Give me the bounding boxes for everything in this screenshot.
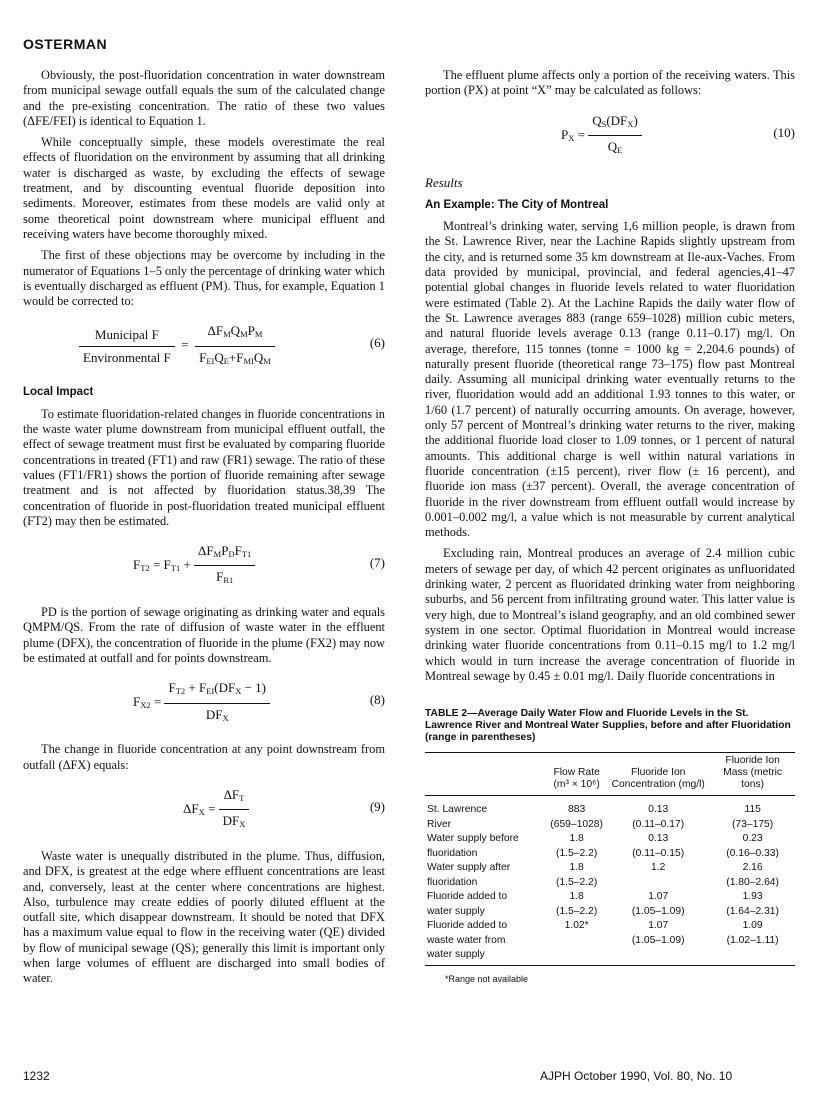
table-row: River (659–1028) (0.11–0.17) (73–175) (427, 818, 774, 830)
section-subhead: Local Impact (23, 386, 94, 399)
table-row: fluoridation (1.5–2.2) (0.11–0.15) (0.16–0.33) (427, 847, 779, 859)
paragraph: Waste water is unequally distributed in the plume. Thus, diffusion, and DFX, is greatest at the edge where effluent concentrations are least and, conversely, least at the center where concentrations are highest. Also, turbulence may create eddies of poorly diluted effluent at the outfall site, which disappear downstream. It should be noted that DFX has a maximum value equal to flow in the receiving water (QE) divided by flow of municipal sewage (QS); generally this limit is important only when large volumes of effluent are discharged into small bodies of water. (23, 848, 385, 986)
table-row: Fluoride added to 1.8 1.07 1.93 (427, 891, 763, 903)
right-column (425, 68, 795, 987)
equation-10: $P_X$ = $\frac{Q_S(DF_X)}{Q_E}$ (10) (561, 112, 795, 155)
table-row: St. Lawrence 883 0.13 115 (427, 804, 761, 816)
table-header-cell: Flow Rate (m³ × 10⁶) (547, 753, 606, 796)
table-header-cell: Fluoride Ion Mass (metric tons) (710, 753, 795, 796)
section-heading-results: Results (425, 174, 463, 190)
section-subhead: An Example: The City of Montreal (425, 198, 609, 211)
page-number: 1232 (23, 1069, 50, 1083)
table-row: fluoridation (1.5–2.2) (1.80–2.64) (427, 876, 779, 888)
table-header-row (425, 753, 795, 796)
table-row: Water supply after 1.8 1.2 2.16 (427, 862, 763, 874)
table-row: water supply (425, 947, 795, 965)
paragraph: The change in fluoride concentration at any point downstream from outfall (ΔFX) equals: (23, 742, 385, 772)
equation-9: $\Delta F_X$ = $\frac{\Delta F_T}{DF_X}$ (9) (183, 786, 385, 830)
table-row: Fluoride added to 1.02* 1.07 1.09 (427, 920, 763, 932)
paragraph: The first of these objections may be overcome by including in the numerator of Equations 1–5 only the percentage of drinking water which is eventually discharged as effluent (PM). Thus, for example, Equation 1 would be corrected to: (23, 248, 385, 309)
table-row: waste water from (1.05–1.09) (1.02–1.11) (427, 934, 779, 946)
table-row: Water supply before 1.8 0.13 0.23 (427, 833, 763, 845)
paragraph: Excluding rain, Montreal produces an average of 2.4 million cubic meters of sewage per day, of which 42 percent originates as unfluoridated drinking water, 2 percent as fluoridated drinking water from neighboring suburbs, and 56 percent from infiltrating ground water. This latter value is very high, due to Montreal’s island geography, and an old combined sewer system in one sector. Optimal fluoridation in Montreal would increase drinking water fluoride concentrations from 0.11–0.15 mg/l to 1.2 mg/l which would in turn increase the average concentration of fluoride in Montreal sewage by 0.45 ± 0.01 mg/l. Daily fluoride concentrations in (425, 546, 795, 683)
journal-citation: AJPH October 1990, Vol. 80, No. 10 (540, 1069, 733, 1083)
paragraph: While conceptually simple, these models overestimate the real effects of fluoridation on the environment by assuming that all drinking water is discharged as waste, by excluding the effects of sewage treatment, and by discounting eventual fluoride deposition into sediments. Moreover, estimates from these models are valid only at some theoretical point downstream where municipal effluent and receiving waters have become thoroughly mixed. (23, 135, 385, 241)
data-table (425, 752, 795, 966)
table-header-cell (425, 753, 547, 796)
paragraph: Montreal’s drinking water, serving 1,6 million people, is drawn from the St. Lawrence River, near the Lachine Rapids slightly upstream from the city, and is returned some 35 km downstream at Ile-aux-Vaches. From data provided by municipal, provincial, and federal agencies,41–47 potential global changes in fluoride levels related to water fluoridation were estimated (Table 2). At the Lachine Rapids the daily water flow of the St. Lawrence averages 883 (range 659–1028) million cubic meters, and natural fluoride levels average 0.13 (range 0.11–0.17) mg/l. On average, therefore, 115 tonnes (tonne = 1000 kg = 2,204.6 pounds) of naturally present fluoride (theoretical range 73–175) flow past Montreal daily. Assuming all municipal drinking water eventually returns to the river, fluoridation would add an additional 1.93 tonnes to this water, or 1/60 (1.7 percent) of naturally occurring amounts. On average, however, only 57 percent of Montreal’s drinking water returns to the river, making the additional fluoride load closer to 1.09 tonnes, or 1 percent of natural amounts. This additional charge is well within natural variations in fluoride concentration (±15 percent), river flow (± 16 percent), and fluoride ion mass (±37 percent). Overall, the average concentration of fluoride in the river downstream from effluent outfall would increase by 0.001–0.002 mg/l, a value which is not measurable by current analytical methods. (425, 219, 795, 540)
table-footnote: *Range not available (445, 973, 529, 984)
paragraph: To estimate fluoridation-related changes in fluoride concentrations in the waste water plume downstream from municipal effluent outfall, the effect of sewage treatment must first be evaluated by comparing fluoride concentrations in treated (FT1) and raw (FR1) sewage. The ratio of these values (FT1/FR1) shows the portion of fluoride remaining after sewage treatment and is not affected by fluoridation status.38,39 The concentration of fluoride in post-fluoridation treated municipal effluent (FT2) may then be estimated. (23, 406, 385, 528)
table-caption: TABLE 2—Average Daily Water Flow and Fluoride Levels in the St. Lawrence River and Montreal Water Supplies, before and after Fluoridation (range in parentheses) (425, 708, 791, 744)
equation-6: $\frac{\text{Municipal F}}{\text{Environmental F}}$ = $\frac{\Delta F_MQ_MP_M}{F_{EI}Q_E+F_{MI}Q_M}$ (6) (23, 323, 385, 367)
table-row: water supply (1.5–2.2) (1.05–1.09) (1.64–2.31) (427, 905, 779, 917)
table-header-cell: Fluoride Ion Concentration (mg/l) (606, 753, 710, 796)
left-column (23, 68, 385, 993)
equation-7: $F_{T2} = F_{T1}$ + $\frac{\Delta F_MP_DF_{T1}}{F_{R1}}$ (7) (133, 543, 385, 586)
running-head: OSTERMAN (23, 36, 108, 52)
equation-8: $F_{X2}$ = $\frac{F_{T2} + F_{EI}(DF_X - 1)}{DF_X}$ (8) (133, 680, 385, 723)
paragraph: PD is the portion of sewage originating as drinking water and equals QMPM/QS. From the rate of diffusion of waste water in the effluent plume (DFX), the concentration of fluoride in the plume (FX2) may now be estimated at outfall and for points downstream. (23, 605, 385, 666)
paragraph: The effluent plume affects only a portion of the receiving waters. This portion (PX) at point “X” may be calculated as follows: (425, 68, 795, 98)
paragraph: Obviously, the post-fluoridation concentration in water downstream from municipal sewage outfall equals the sum of the calculated change and the pre-existing concentration. The ratio of these two values (ΔFE/FEI) is identical to Equation 1. (23, 68, 385, 128)
